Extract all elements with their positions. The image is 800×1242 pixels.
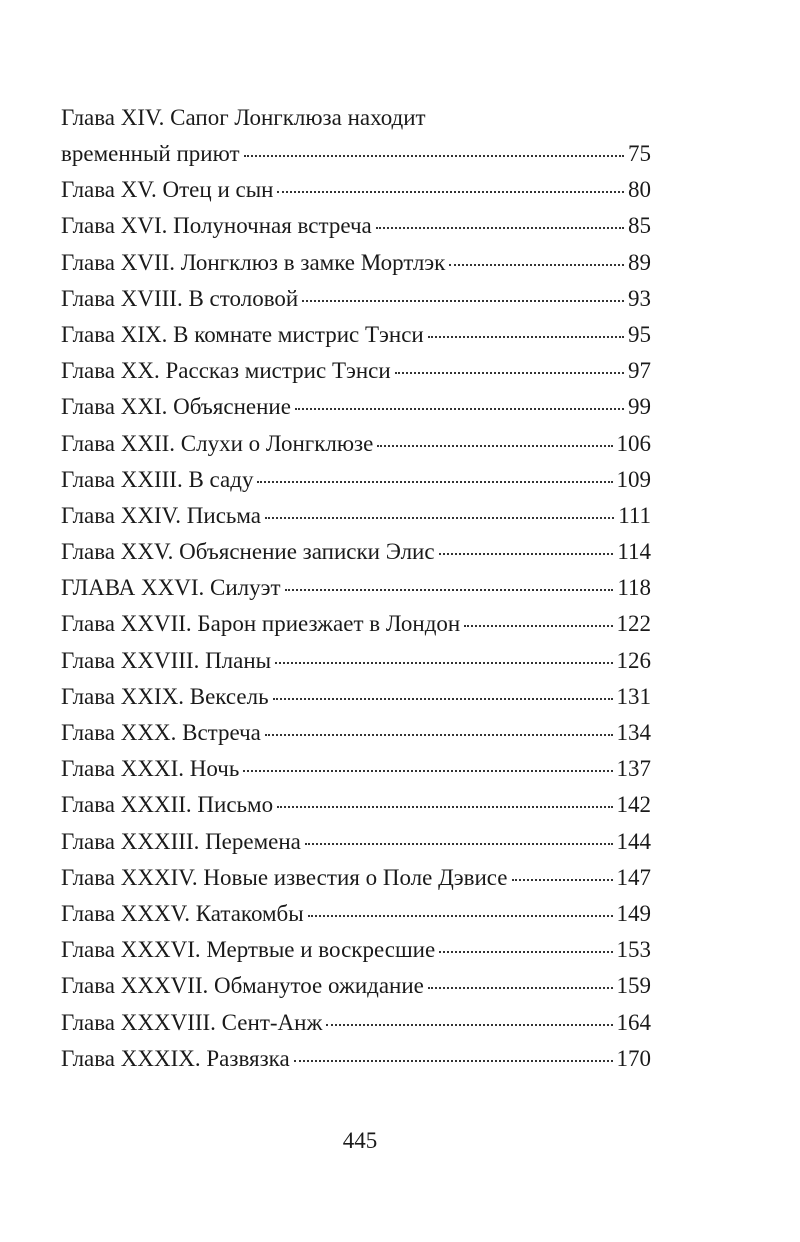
toc-entry (61, 896, 651, 932)
toc-leader-dots (449, 264, 624, 266)
toc-entry-page: 99 (628, 394, 651, 420)
toc-entry (61, 172, 651, 208)
toc-entry-title: Глава XXXVI. Мертвые и воскресшие (61, 937, 436, 963)
toc-leader-dots (277, 191, 624, 193)
toc-entry-page: 164 (616, 1009, 651, 1035)
toc-entry (61, 715, 651, 751)
toc-entry (61, 1041, 651, 1077)
toc-entry (61, 860, 651, 896)
toc-entry-title: Глава XVIII. В столовой (61, 285, 299, 311)
toc-entry-page: 134 (616, 720, 651, 745)
toc-entry-page: 142 (616, 792, 651, 818)
toc-entry (61, 679, 651, 715)
toc-entry (61, 932, 651, 968)
toc-entry-page: 97 (628, 358, 651, 384)
toc-entry-page: 170 (616, 1045, 651, 1071)
toc-leader-dots (273, 698, 613, 700)
toc-entry (61, 389, 651, 425)
toc-leader-dots (376, 227, 624, 229)
toc-entry-title: Глава XXIX. Вексель (61, 683, 269, 709)
toc-entry-page: 111 (618, 502, 651, 528)
toc-entry-first-line (61, 100, 651, 136)
toc-leader-dots (257, 481, 612, 483)
toc-entry-title: Глава XVI. Полуночная встреча (61, 213, 372, 239)
toc-entry (61, 281, 651, 317)
toc-entry-title: Глава XXXVII. Обманутое ожидание (61, 973, 424, 999)
toc-entry-title: Глава XXV. Объяснение записки Элис (61, 539, 435, 565)
toc-entry-page: 114 (617, 539, 651, 565)
toc-leader-dots (428, 336, 624, 338)
toc-entry-title: Глава XV. Отец и сын (61, 177, 274, 203)
toc-entry (61, 968, 651, 1004)
toc-entry-page: 147 (616, 864, 651, 890)
toc-entry-page: 109 (616, 466, 651, 492)
toc-leader-dots (439, 553, 614, 555)
toc-leader-dots (294, 1060, 613, 1062)
toc-leader-dots (512, 879, 613, 881)
toc-entry (61, 606, 651, 642)
toc-leader-dots (265, 517, 614, 519)
toc-entry-page: 118 (617, 575, 651, 601)
toc-entry-title: Глава XXXVIII. Сент-Анж (61, 1009, 323, 1035)
page-number: 445 (342, 1128, 378, 1153)
toc-entry (61, 751, 651, 787)
toc-entry-title: Глава XXXIX. Развязка (61, 1045, 290, 1071)
toc-leader-dots (439, 951, 612, 953)
toc-entry-title: Глава XXI. Объяснение (61, 394, 291, 420)
toc-entry-page: 131 (616, 683, 651, 709)
toc-leader-dots (295, 408, 624, 410)
toc-entry (61, 136, 651, 172)
toc-leader-dots (265, 734, 613, 736)
toc-entry-page: 106 (616, 430, 651, 456)
toc-entry-page: 89 (628, 249, 651, 275)
toc-entry (61, 643, 651, 679)
toc-entry-title: Глава XVII. Лонгклюз в замке Мортлэк (61, 249, 446, 275)
toc-entry-title: Глава XXVIII. Планы (61, 647, 272, 673)
toc-entry (61, 824, 651, 860)
toc-entry-page: 159 (616, 973, 651, 999)
toc-entry-title: Глава XXIV. Письма (61, 502, 262, 528)
toc-entry-title: временный приют (61, 141, 240, 166)
toc-leader-dots (395, 372, 624, 374)
toc-entry-title: Глава XX. Рассказ мистрис Тэнси (61, 358, 391, 384)
toc-entry (61, 245, 651, 281)
toc-entry (61, 462, 651, 498)
toc-entry-title: Глава XIX. В комнате мистрис Тэнси (61, 321, 424, 347)
toc-leader-dots (244, 155, 624, 157)
toc-entry-list (61, 172, 651, 1077)
toc-entry (61, 208, 651, 244)
toc-entry-page: 144 (616, 828, 651, 854)
toc-entry-page: 75 (628, 141, 651, 166)
toc-entry-title: Глава XXXII. Письмо (61, 792, 274, 818)
toc-entry-page: 153 (616, 937, 651, 963)
toc-leader-dots (377, 445, 612, 447)
toc-entry-title: Глава XIV. Сапог Лонгклюза находит (61, 105, 426, 130)
toc-entry (61, 426, 651, 462)
toc-entry (61, 787, 651, 823)
toc-leader-dots (285, 589, 614, 591)
toc-leader-dots (326, 1024, 612, 1026)
toc-entry-title: Глава XXXIV. Новые известия о Поле Дэвисе (61, 864, 508, 890)
toc-entry-title: Глава XXXIII. Перемена (61, 828, 301, 854)
toc-entry-title: Глава XXXI. Ночь (61, 756, 240, 782)
toc-entry (61, 534, 651, 570)
toc-entry-title: Глава XXX. Встреча (61, 720, 261, 745)
toc-leader-dots (464, 625, 612, 627)
toc-entry-page: 126 (616, 647, 651, 673)
toc-entry (61, 353, 651, 389)
toc-entry-page: 80 (628, 177, 651, 203)
toc-leader-dots (302, 300, 624, 302)
toc-leader-dots (428, 987, 613, 989)
toc-entry-title: Глава XXVII. Барон приезжает в Лондон (61, 611, 461, 637)
toc-entry-title: Глава XXXV. Катакомбы (61, 900, 304, 926)
toc-entry-page: 122 (616, 611, 651, 637)
toc-leader-dots (305, 843, 613, 845)
toc-entry-title: ГЛАВА XXVI. Силуэт (61, 575, 281, 601)
toc-leader-dots (308, 915, 613, 917)
toc-entry-title: Глава XXIII. В саду (61, 466, 254, 492)
toc-leader-dots (277, 806, 612, 808)
toc-entry-page: 95 (628, 321, 651, 347)
toc-entry-page: 85 (628, 213, 651, 239)
toc-entry (61, 498, 651, 534)
table-of-contents (61, 100, 651, 1077)
toc-entry (61, 317, 651, 353)
toc-leader-dots (275, 662, 612, 664)
toc-entry-page: 137 (616, 756, 651, 782)
toc-entry (61, 570, 651, 606)
toc-entry-page: 93 (628, 285, 651, 311)
toc-entry-title: Глава XXII. Слухи о Лонгклюзе (61, 430, 374, 456)
toc-entry-page: 149 (616, 900, 651, 926)
toc-entry (61, 1005, 651, 1041)
toc-leader-dots (243, 770, 612, 772)
